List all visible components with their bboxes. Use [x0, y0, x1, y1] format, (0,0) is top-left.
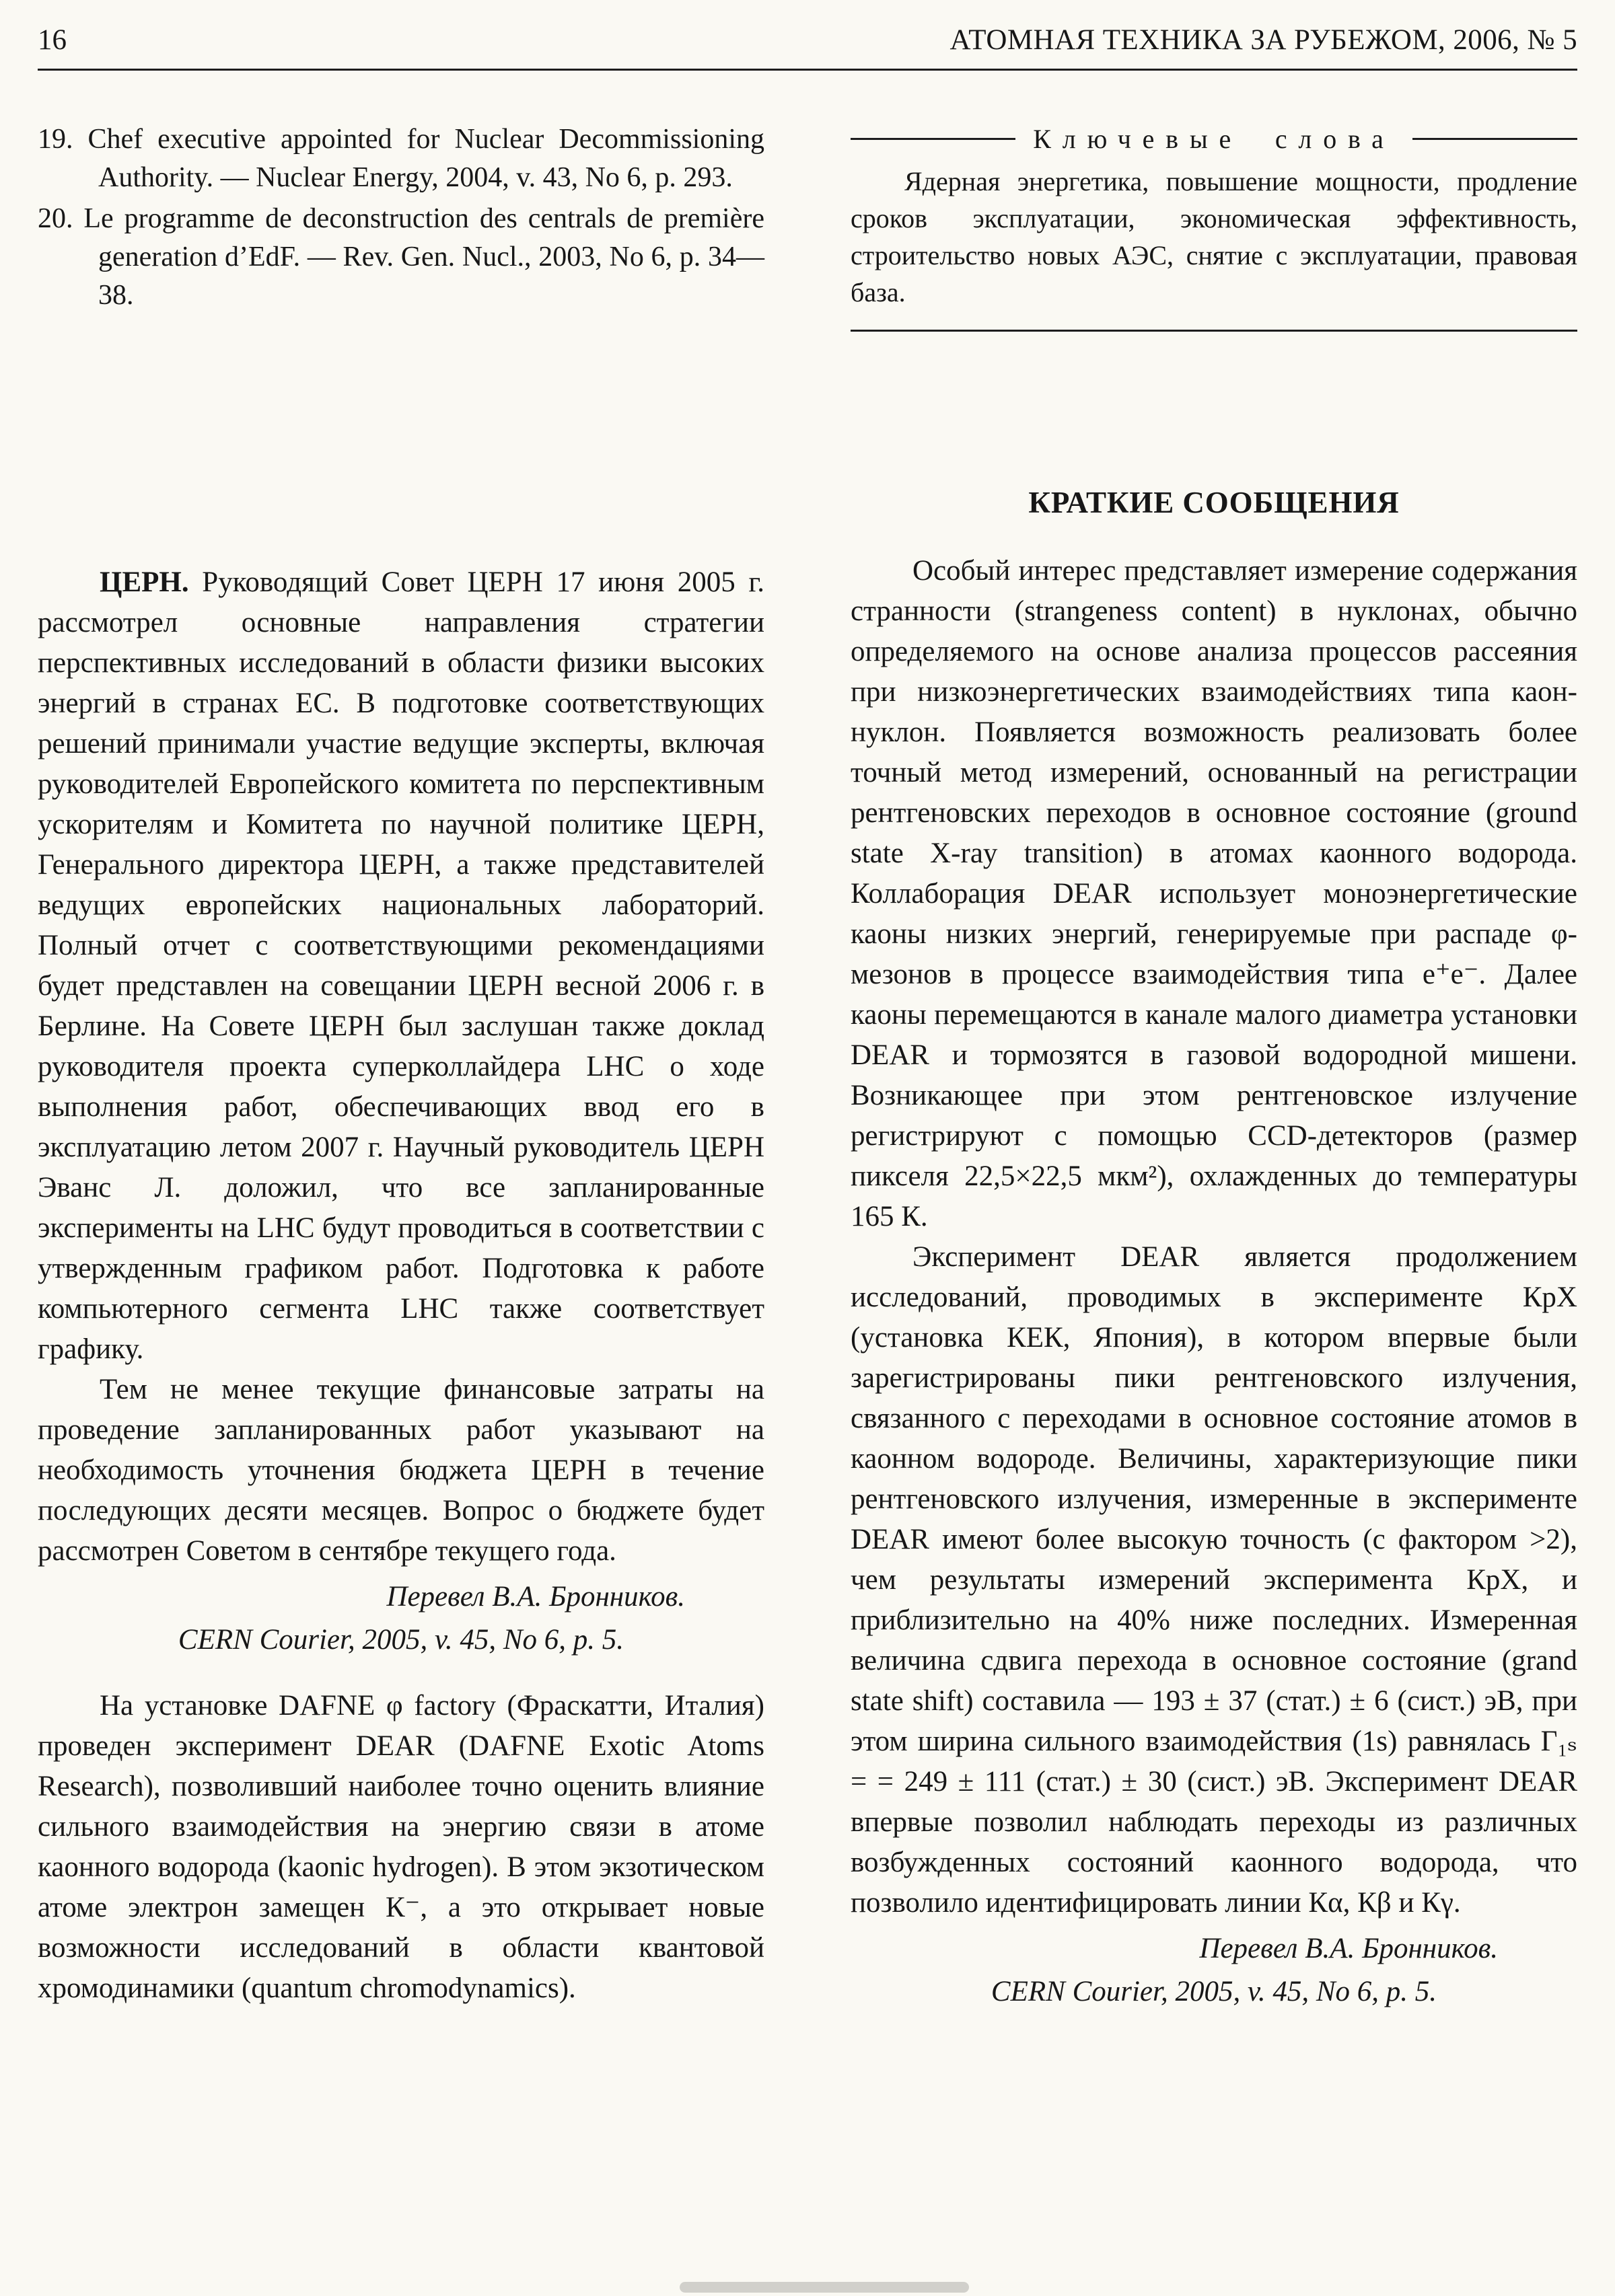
keywords-rule-left [851, 138, 1015, 140]
reference-number: 19. [38, 123, 73, 155]
keywords-text: Ядерная энергетика, повышение мощности, продление сроков эксплуатации, экономическая эффективность, строительство новых АЭС, снятие с эксплуатации, правовая база. [851, 165, 1577, 307]
dear-paragraph-1: Особый интерес представляет измерение содержания странности (strangeness content) в нуклонах, обычно определяемого на основе анализа процессов рассеяния при низкоэнергетических взаимодействиях типа каон-нуклон. Появляется возможность реализовать более точный метод измерений, основанный на регистрации рентгеновских переходов в основное состояние (ground state X-ray transition) в атомах каонного водорода. Коллаборация DEAR использует моноэнергетические каоны низких энергий, генерируемые при распаде φ-мезонов в процессе взаимодействия типа e⁺e⁻. Далее каоны перемещаются в канале малого диаметра установки DEAR и тормозятся в газовой водородной мишени. Возникающее при этом рентгеновское излучение регистрируют с помощью CCD-детекторов (размер пикселя 22,5×22,5 мкм²), охлажденных до температуры 165 К. [851, 554, 1577, 1232]
section-title: КРАТКИЕ СООБЩЕНИЯ [1028, 485, 1400, 519]
keywords-rule-right [1412, 138, 1577, 140]
content-columns [38, 120, 1577, 2012]
cern-paragraph-1 [38, 562, 764, 1370]
references-list [38, 120, 764, 315]
reference-number: 20. [38, 202, 73, 234]
reference-text: Le programme de deconstruction des centrals de première generation d’EdF. — Rev. Gen. Nucl., 2003, No 6, p. 34—38. [83, 202, 764, 311]
article-dear [851, 551, 1577, 2012]
translator-credit: Перевел В.А. Бронников. [1199, 1932, 1498, 1964]
dafne-paragraph: На установке DAFNE φ factory (Фраскатти, Италия) проведен эксперимент DEAR (DAFNE Exotic Atoms Research), позволивший наиболее точно оценить влияние сильного взаимодействия на энергию связи в атоме каонного водорода (kaonic hydrogen). В этом экзотическом атоме электрон замещен К⁻, а это открывает новые возможности исследований в области квантовой хромодинамики (quantum chromodynamics). [38, 1689, 764, 2004]
reference-item-19 [38, 120, 764, 197]
cern-paragraph-2: Тем не менее текущие финансовые затраты на проведение запланированных работ указывают на необходимость уточнения бюджета ЦЕРН в течение последующих десяти месяцев. Вопрос о бюджете будет рассмотрен Советом в сентябре текущего года. [38, 1373, 764, 1567]
left-column [38, 120, 764, 2012]
page-number: 16 [38, 24, 67, 56]
cern-paragraph-1-text: Руководящий Совет ЦЕРН 17 июня 2005 г. рассмотрел основные направления стратегии перспективных исследований в области физики высоких энергий в странах ЕС. В подготовке соответствующих решений принимали участие ведущие эксперты, включая руководителей Европейского комитета по перспективным ускорителям и Комитета по научной политике ЦЕРН, Генерального директора ЦЕРН, а также представителей ведущих европейских национальных лабораторий. Полный отчет с соответствующими рекомендациями будет представлен на совещании ЦЕРН весной 2006 г. в Берлине. На Совете ЦЕРН был заслушан также доклад руководителя проекта суперколлайдера LHC о ходе выполнения работ, обеспечивающих ввод его в эксплуатацию летом 2007 г. Научный руководитель ЦЕРН Эванс Л. доложил, что все запланированные эксперименты на LHC будут проводиться в соответствии с утвержденным графиком работ. Подготовка к работе компьютерного сегмента LHC также соответствует графику. [38, 566, 765, 1365]
keywords-block [851, 120, 1577, 332]
keywords-title: Ключевые слова [1033, 123, 1395, 154]
keywords-header [851, 120, 1577, 157]
cern-paragraph-lead: ЦЕРН. [100, 566, 189, 598]
article-cern [38, 562, 764, 2009]
header-rule [38, 69, 1577, 71]
page-header [38, 23, 1577, 58]
source-citation: CERN Courier, 2005, v. 45, No 6, p. 5. [991, 1975, 1437, 2007]
source-citation: CERN Courier, 2005, v. 45, No 6, p. 5. [178, 1623, 624, 1656]
right-column [851, 120, 1577, 2012]
translator-credit: Перевел В.А. Бронников. [386, 1580, 685, 1613]
reference-text: Chef executive appointed for Nuclear Decommissioning Authority. — Nuclear Energy, 2004, v. 43, No 6, p. 293. [87, 123, 764, 193]
scan-artifact [680, 2282, 969, 2293]
reference-item-20 [38, 200, 764, 315]
dear-paragraph-2: Эксперимент DEAR является продолжением исследований, проводимых в эксперименте КрХ (установка КЕК, Япония), в котором впервые были зарегистрированы пики рентгеновского излучения, связанного с переходами в основное состояние атомов в каонном водороде. Величины, характеризующие пики рентгеновского излучения, измеренные в эксперименте DEAR имеют более высокую точность (с фактором >2), чем результаты измерений эксперимента КрХ, и приблизительно на 40% ниже последних. Измеренная величина сдвига перехода в основное состояние (grand state shift) составила — 193 ± 37 (стат.) ± 6 (сист.) эВ, при этом ширина сильного взаимодействия (1s) равнялась Γ₁ₛ = = 249 ± 111 (стат.) ± 30 (сист.) эВ. Эксперимент DEAR впервые позволил наблюдать переходы из различных возбужденных состояний каонного водорода, что позволило идентифицировать линии Кα, Кβ и Кγ. [851, 1240, 1577, 1919]
journal-title: АТОМНАЯ ТЕХНИКА ЗА РУБЕЖОМ, 2006, № 5 [949, 24, 1577, 56]
keywords-bottom-rule [851, 330, 1577, 332]
